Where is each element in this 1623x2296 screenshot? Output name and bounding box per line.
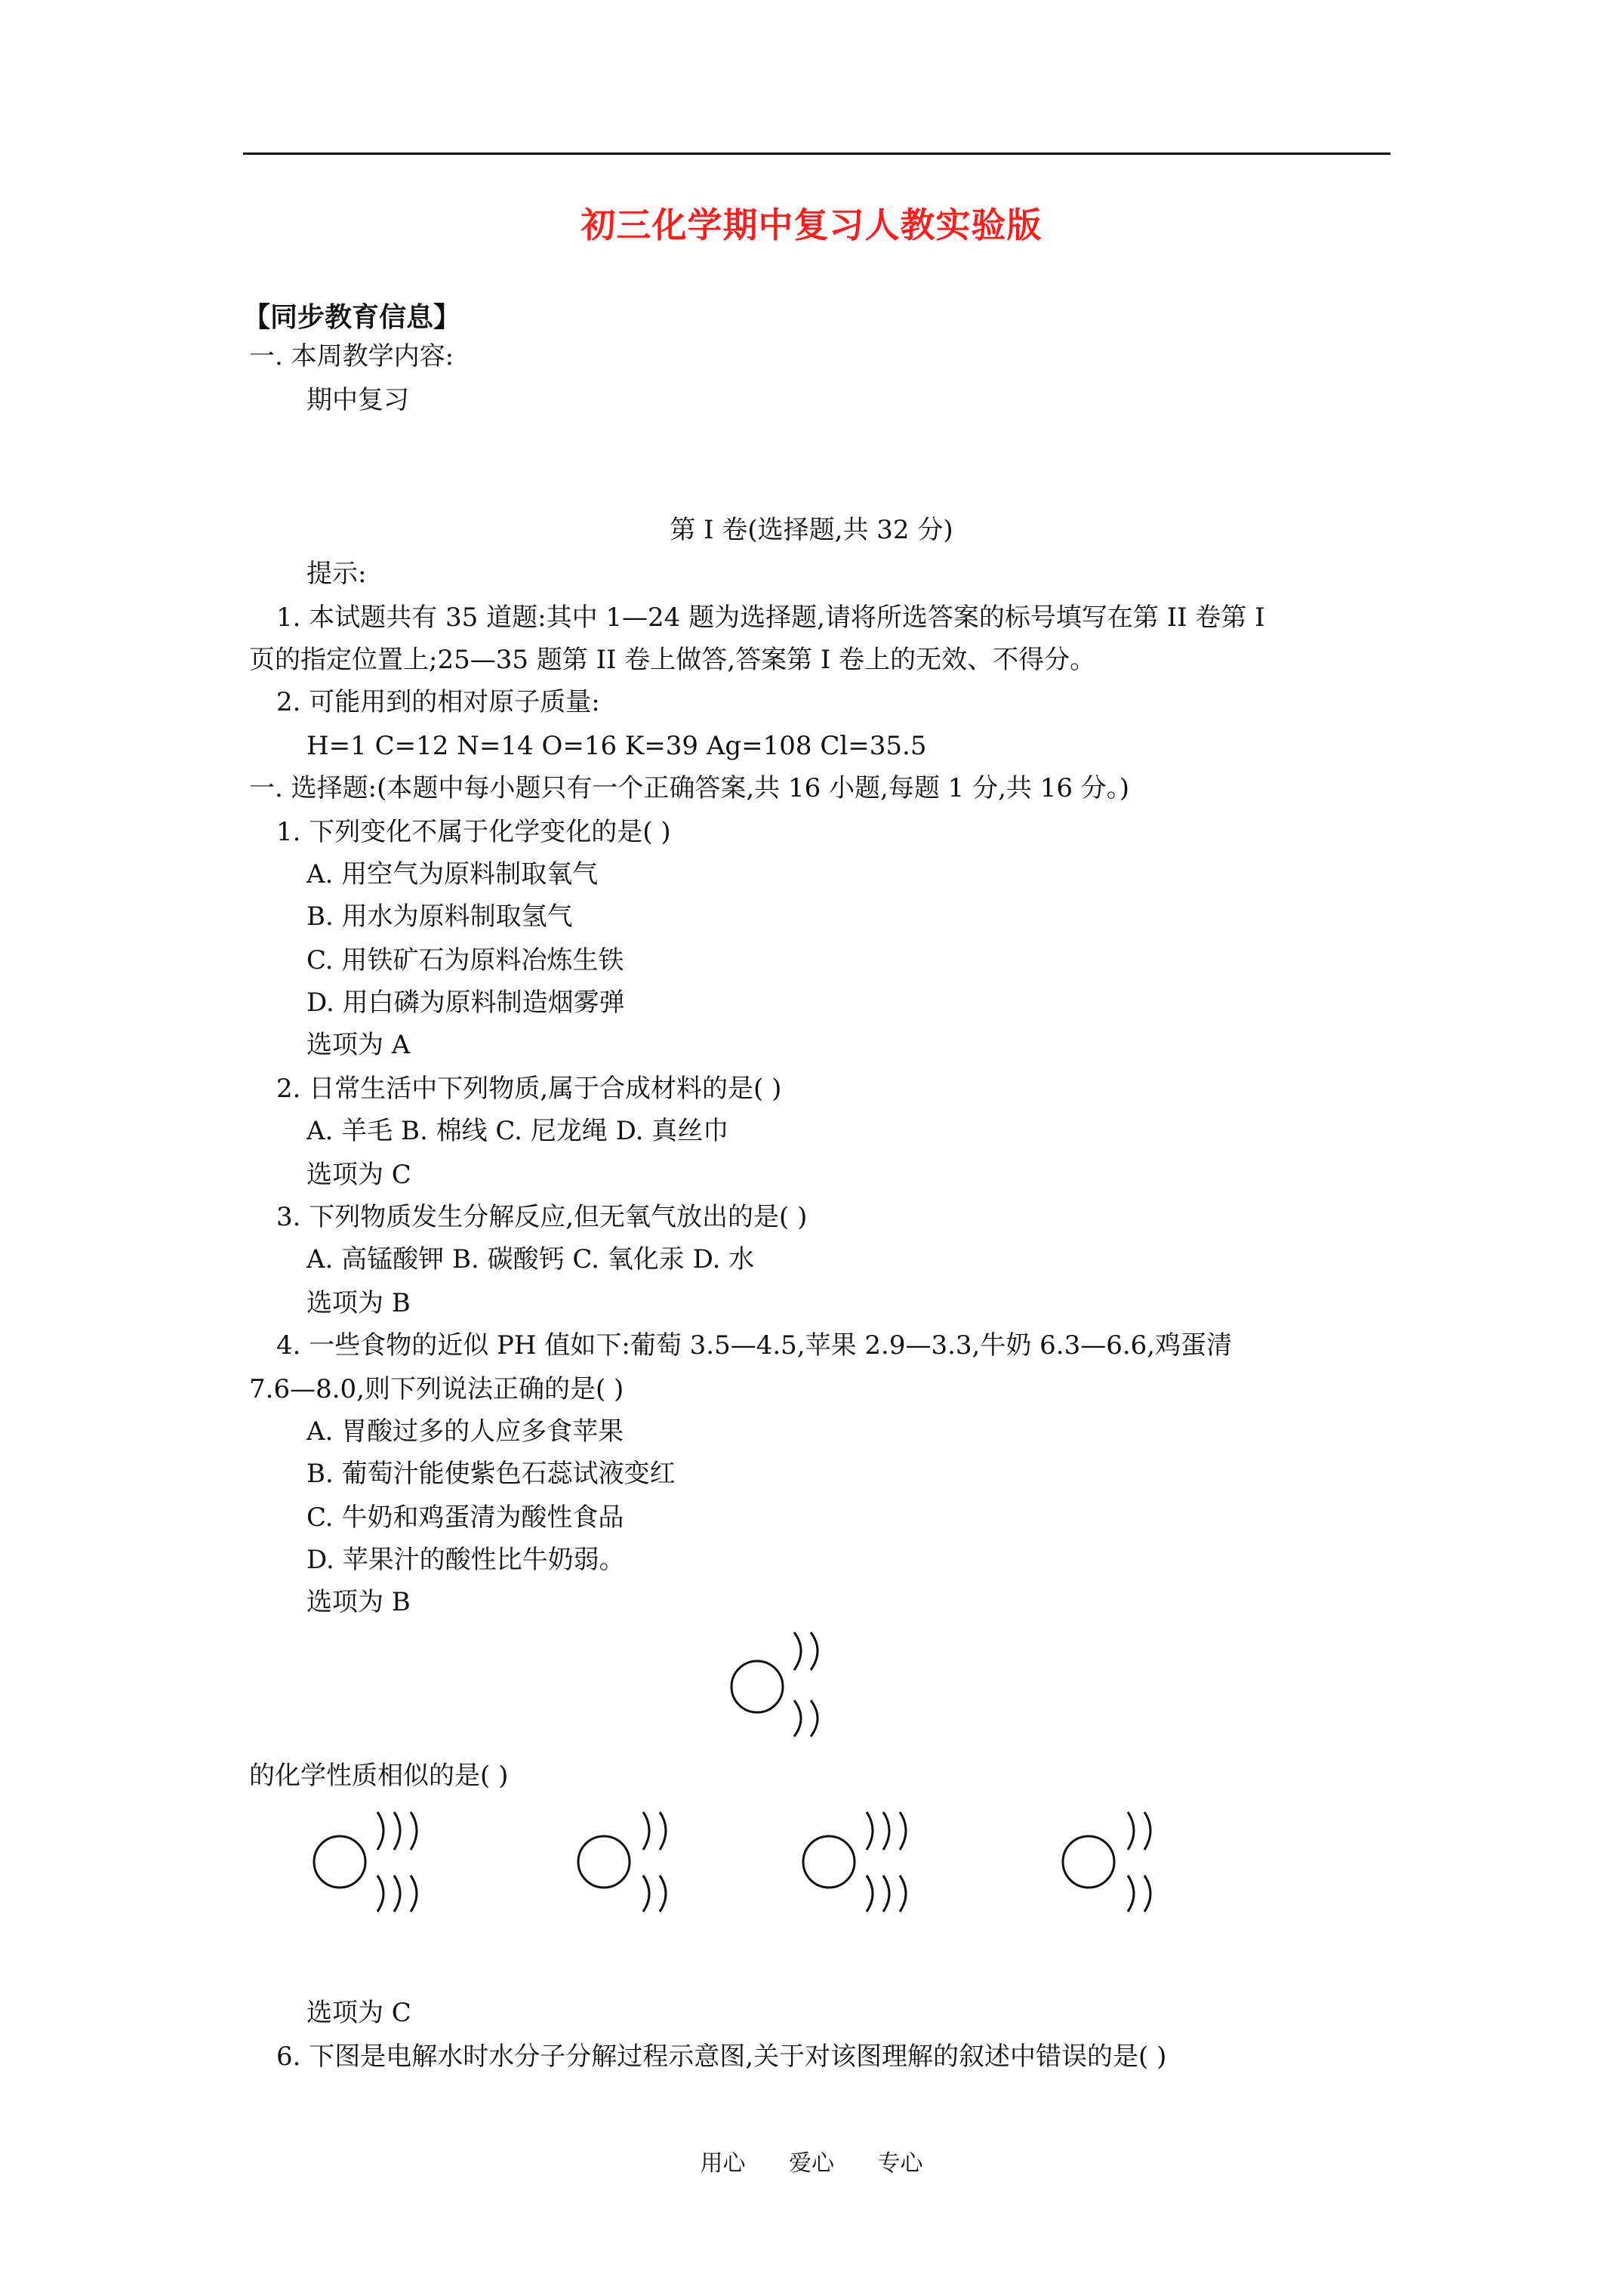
nucleus-circle [578, 1836, 630, 1888]
shell-arc [867, 1875, 873, 1912]
nucleus-circle [731, 1661, 783, 1712]
question-3-stem: 3. 下列物质发生分解反应,但无氧气放出的是( ) [276, 1202, 808, 1232]
question-6-stem: 6. 下图是电解水时水分子分解过程示意图,关于对该图理解的叙述中错误的是( ) [276, 2042, 1167, 2072]
footer-word-3: 专心 [877, 2150, 923, 2177]
shell-arc [394, 1875, 400, 1912]
tip-1-line-2: 页的指定位置上;25—35 题第 II 卷上做答,答案第 I 卷上的无效、不得分。 [249, 645, 1096, 675]
question-4-answer: 选项为 B [306, 1587, 411, 1617]
question-3-options: A. 高锰酸钾 B. 碳酸钙 C. 氧化汞 D. 水 [306, 1244, 755, 1274]
question-2-answer: 选项为 C [306, 1160, 411, 1190]
section-heading: 【同步教育信息】 [243, 301, 461, 333]
reference-atom-diagram [731, 1632, 818, 1737]
question-1-option-a: A. 用空气为原料制取氧气 [306, 859, 599, 889]
question-4-option-c: C. 牛奶和鸡蛋清为酸性食品 [306, 1502, 624, 1533]
shell-arc [900, 1812, 906, 1850]
shell-arc [643, 1812, 649, 1850]
tip-label: 提示: [306, 559, 367, 589]
shell-arc [1128, 1812, 1134, 1850]
question-1-option-b: B. 用水为原料制取氢气 [306, 901, 573, 932]
question-1-option-c: C. 用铁矿石为原料冶炼生铁 [306, 945, 624, 975]
question-4-option-d: D. 苹果汁的酸性比牛奶弱。 [306, 1545, 625, 1575]
shell-arc [377, 1812, 383, 1850]
question-1-answer: 选项为 A [306, 1030, 411, 1060]
shell-arc [394, 1812, 400, 1850]
shell-arc [643, 1875, 649, 1912]
question-4-stem-line-1: 4. 一些食物的近似 PH 值如下:葡萄 3.5—4.5,苹果 2.9—3.3,牛奶 6.3—6.6,鸡蛋清 [276, 1330, 1233, 1361]
shell-arc [1144, 1875, 1150, 1912]
question-3-answer: 选项为 B [306, 1288, 411, 1318]
option-d-atom-diagram [1063, 1812, 1150, 1912]
option-a-atom-diagram [314, 1812, 417, 1912]
footer-word-1: 用心 [700, 2150, 746, 2177]
shell-arc [377, 1875, 383, 1912]
document-title: 初三化学期中复习人教实验版 [581, 205, 1042, 245]
shell-arc [811, 1700, 818, 1737]
shell-arc [411, 1812, 417, 1850]
nucleus-circle [803, 1836, 855, 1888]
shell-arc [1144, 1812, 1150, 1850]
question-2-stem: 2. 日常生活中下列物质,属于合成材料的是( ) [276, 1074, 782, 1104]
shell-arc [883, 1875, 889, 1912]
question-2-options: A. 羊毛 B. 棉线 C. 尼龙绳 D. 真丝巾 [306, 1116, 729, 1146]
shell-arc [660, 1875, 666, 1912]
option-b-atom-diagram [578, 1812, 666, 1912]
tip-2: 2. 可能用到的相对原子质量: [276, 687, 600, 717]
page-footer [0, 2144, 1623, 2177]
question-4-option-b: B. 葡萄汁能使紫色石蕊试液变红 [306, 1459, 676, 1489]
week-content: 期中复习 [306, 385, 409, 415]
shell-arc [900, 1875, 906, 1912]
atomic-masses: H=1 C=12 N=14 O=16 K=39 Ag=108 Cl=35.5 [306, 731, 927, 761]
shell-arc [794, 1700, 801, 1737]
question-4-stem-line-2: 7.6—8.0,则下列说法正确的是( ) [249, 1374, 624, 1404]
question-4-option-a: A. 胃酸过多的人应多食苹果 [306, 1416, 624, 1447]
option-c-atom-diagram [803, 1812, 906, 1912]
shell-arc [660, 1812, 666, 1850]
shell-arc [794, 1632, 801, 1670]
shell-arc [1128, 1875, 1134, 1912]
question-1-stem: 1. 下列变化不属于化学变化的是( ) [276, 817, 671, 847]
shell-arc [867, 1812, 873, 1850]
footer-word-2: 爱心 [789, 2150, 834, 2177]
question-5-answer: 选项为 C [306, 1998, 411, 2028]
part-1-heading: 一. 选择题:(本题中每小题只有一个正确答案,共 16 小题,每题 1 分,共 16 分。) [249, 773, 1130, 803]
week-heading: 一. 本周教学内容: [249, 341, 454, 371]
question-1-option-d: D. 用白磷为原料制造烟雾弹 [306, 988, 625, 1018]
question-5-stem: 的化学性质相似的是( ) [249, 1761, 509, 1791]
paper-title: 第 I 卷(选择题,共 32 分) [670, 515, 953, 545]
shell-arc [411, 1875, 417, 1912]
nucleus-circle [314, 1836, 365, 1888]
shell-arc [811, 1632, 818, 1670]
nucleus-circle [1063, 1836, 1114, 1888]
tip-1-line-1: 1. 本试题共有 35 道题:其中 1—24 题为选择题,请将所选答案的标号填写在第 II 卷第 I [276, 603, 1265, 633]
shell-arc [883, 1812, 889, 1850]
